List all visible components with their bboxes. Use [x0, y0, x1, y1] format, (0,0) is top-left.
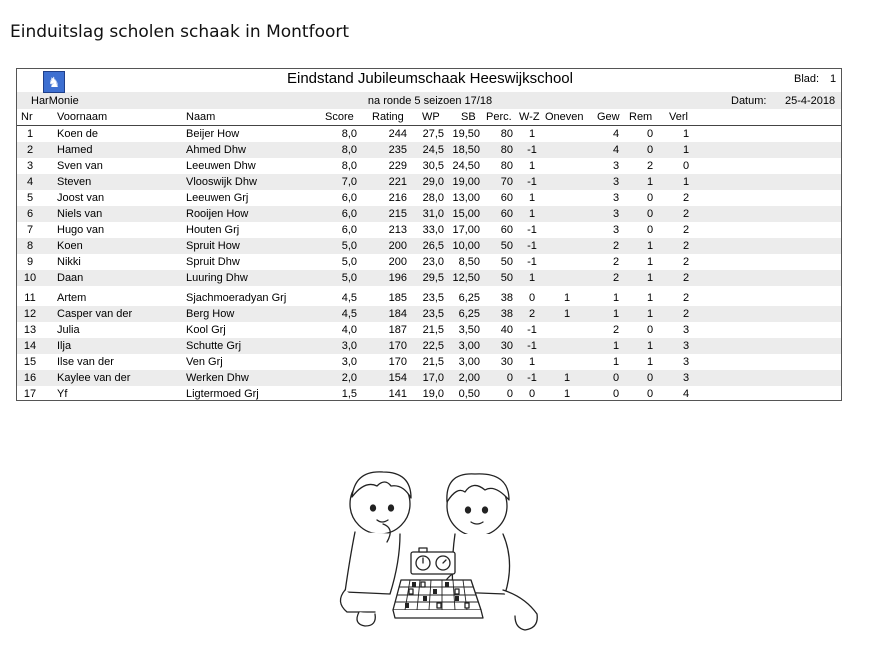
cell-wp: 21,5: [422, 324, 444, 336]
date-label: Datum:: [731, 95, 767, 107]
cell-verl: 4: [682, 388, 690, 400]
table-row: [17, 126, 841, 142]
cell-wp: 29,5: [422, 272, 444, 284]
cell-perc: 60: [500, 224, 513, 236]
cell-oneven: 1: [563, 372, 571, 384]
cell-rem: 0: [646, 128, 654, 140]
cell-sb: 12,50: [452, 272, 480, 284]
cell-voornaam: Sven van: [57, 160, 103, 172]
cell-voornaam: Hugo van: [57, 224, 105, 236]
cell-oneven: [545, 222, 589, 238]
cell-nr: 8: [26, 240, 34, 252]
cell-verl: 2: [682, 256, 690, 268]
cell-wz: 1: [528, 208, 536, 220]
cell-rating: 200: [388, 256, 407, 268]
cell-wp: 26,5: [422, 240, 444, 252]
cell-voornaam: Yf: [57, 388, 68, 400]
cell-wp: 28,0: [422, 192, 444, 204]
cell-verl: 2: [682, 292, 690, 304]
cell-verl: 3: [682, 356, 690, 368]
cell-perc: 40: [500, 324, 513, 336]
cell-rem: 0: [646, 388, 654, 400]
cell-perc: 80: [500, 144, 513, 156]
cell-perc: 60: [500, 192, 513, 204]
cell-wz: 1: [528, 160, 536, 172]
cell-nr: 3: [26, 160, 34, 172]
cell-gew: 3: [612, 160, 620, 172]
cell-oneven: [545, 270, 589, 286]
cell-gew: 0: [612, 388, 620, 400]
date-value: 25-4-2018: [785, 95, 836, 107]
cell-oneven: [545, 126, 589, 142]
cell-rem: 1: [646, 308, 654, 320]
cell-rating: 235: [388, 144, 407, 156]
cell-wp: 29,0: [422, 176, 444, 188]
cell-score: 8,0: [341, 128, 357, 140]
cell-rem: 0: [646, 224, 654, 236]
cell-perc: 0: [506, 388, 513, 400]
cell-rem: 1: [646, 292, 654, 304]
cell-sb: 3,00: [458, 340, 480, 352]
cell-sb: 18,50: [452, 144, 480, 156]
cell-verl: 1: [682, 176, 690, 188]
column-header-verl: Verl: [669, 111, 688, 123]
cell-verl: 3: [682, 324, 690, 336]
cell-voornaam: Ilja: [57, 340, 72, 352]
cell-nr: 6: [26, 208, 34, 220]
cell-gew: 1: [612, 340, 620, 352]
cell-wp: 27,5: [422, 128, 444, 140]
cell-score: 6,0: [341, 208, 357, 220]
cell-rem: 1: [646, 272, 654, 284]
cell-oneven: [545, 254, 589, 270]
cell-verl: 2: [682, 208, 690, 220]
cell-rating: 154: [388, 372, 407, 384]
cell-rating: 141: [388, 388, 407, 400]
cell-voornaam: Daan: [57, 272, 84, 284]
cell-oneven: [545, 338, 589, 354]
cell-wz: 1: [528, 192, 536, 204]
cell-rating: 216: [388, 192, 407, 204]
cell-nr: 2: [26, 144, 34, 156]
cell-wz: -1: [527, 340, 537, 352]
cell-score: 5,0: [341, 256, 357, 268]
cell-score: 7,0: [341, 176, 357, 188]
column-header-rating: Rating: [372, 111, 404, 123]
table-row: [17, 306, 841, 322]
cell-score: 2,0: [341, 372, 357, 384]
blad-value: 1: [830, 73, 837, 85]
cell-rating: 196: [388, 272, 407, 284]
cell-sb: 17,00: [452, 224, 480, 236]
cell-rating: 185: [388, 292, 407, 304]
cell-wz: -1: [527, 240, 537, 252]
cell-nr: 11: [24, 292, 36, 304]
cell-score: 6,0: [341, 224, 357, 236]
cell-rating: 170: [388, 340, 407, 352]
cell-rem: 2: [646, 160, 654, 172]
column-header-nr: Nr: [21, 111, 33, 123]
document-title: Einduitslag scholen schaak in Montfoort: [10, 22, 350, 42]
cell-wp: 22,5: [422, 340, 444, 352]
cell-wz: -1: [527, 224, 537, 236]
standings-sheet: [16, 68, 842, 401]
column-header-oneven: Oneven: [545, 111, 584, 123]
cell-wz: 1: [528, 128, 536, 140]
table-row: [17, 238, 841, 254]
cell-gew: 1: [612, 308, 620, 320]
cell-gew: 2: [612, 256, 620, 268]
cell-rem: 0: [646, 324, 654, 336]
cell-wp: 33,0: [422, 224, 444, 236]
cell-voornaam: Hamed: [57, 144, 93, 156]
cell-voornaam: Artem: [57, 292, 87, 304]
cell-oneven: 1: [563, 388, 571, 400]
table-row: [17, 322, 841, 338]
column-header-voornaam: Voornaam: [57, 111, 108, 123]
cell-verl: 2: [682, 192, 690, 204]
cell-nr: 14: [23, 340, 37, 352]
table-row: [17, 190, 841, 206]
cell-score: 4,5: [341, 292, 357, 304]
cell-gew: 3: [612, 176, 620, 188]
cell-wz: -1: [527, 256, 537, 268]
table-row: [17, 206, 841, 222]
cell-nr: 5: [26, 192, 34, 204]
cell-wp: 23,5: [422, 308, 444, 320]
cell-wz: 0: [528, 292, 536, 304]
cell-rating: 187: [388, 324, 407, 336]
column-header-rem: Rem: [629, 111, 653, 123]
cell-sb: 19,00: [452, 176, 480, 188]
cell-sb: 3,50: [458, 324, 480, 336]
cell-rem: 1: [646, 176, 654, 188]
cell-sb: 24,50: [452, 160, 480, 172]
table-header: [17, 109, 841, 126]
cell-naam: Ligtermoed Grj: [186, 388, 259, 400]
cell-naam: Luuring Dhw: [186, 272, 248, 284]
cell-oneven: 1: [563, 308, 571, 320]
cell-rating: 215: [388, 208, 407, 220]
table-row: [17, 254, 841, 270]
cell-wp: 19,0: [422, 388, 444, 400]
cell-sb: 6,25: [458, 292, 480, 304]
cell-rating: 244: [388, 128, 407, 140]
cell-rating: 221: [388, 176, 407, 188]
cell-nr: 15: [23, 356, 37, 368]
cell-nr: 16: [23, 372, 37, 384]
cell-rem: 0: [646, 208, 654, 220]
cell-oneven: 1: [563, 292, 571, 304]
cell-gew: 3: [612, 208, 620, 220]
cell-perc: 30: [500, 340, 513, 352]
column-header-score: Score: [325, 111, 354, 123]
cell-wp: 23,0: [422, 256, 444, 268]
cell-naam: Houten Grj: [186, 224, 240, 236]
round-info: na ronde 5 seizoen 17/18: [367, 95, 493, 107]
cell-voornaam: Nikki: [57, 256, 81, 268]
cell-gew: 3: [612, 224, 620, 236]
cell-perc: 60: [500, 208, 513, 220]
cell-wz: -1: [527, 372, 537, 384]
cell-score: 5,0: [341, 240, 357, 252]
cell-wp: 31,0: [422, 208, 444, 220]
cell-nr: 7: [26, 224, 34, 236]
cell-voornaam: Joost van: [57, 192, 105, 204]
cell-sb: 8,50: [458, 256, 480, 268]
cell-score: 6,0: [341, 192, 357, 204]
cell-oneven: [545, 142, 589, 158]
cell-verl: 3: [682, 340, 690, 352]
cell-score: 8,0: [341, 160, 357, 172]
cell-rating: 229: [388, 160, 407, 172]
cell-naam: Schutte Grj: [186, 340, 242, 352]
cell-oneven: [545, 354, 589, 370]
table-row: [17, 370, 841, 386]
children-playing-chess-illustration: [325, 462, 547, 634]
cell-naam: Werken Dhw: [186, 372, 249, 384]
table-row: [17, 290, 841, 306]
cell-sb: 0,50: [458, 388, 480, 400]
cell-wz: 0: [528, 388, 536, 400]
cell-naam: Rooijen How: [186, 208, 249, 220]
cell-score: 4,5: [341, 308, 357, 320]
table-row: [17, 354, 841, 370]
cell-perc: 70: [500, 176, 513, 188]
column-header-wp: WP: [422, 111, 440, 123]
cell-wz: 1: [528, 356, 536, 368]
cell-sb: 2,00: [458, 372, 480, 384]
table-row: [17, 158, 841, 174]
cell-gew: 1: [612, 356, 620, 368]
cell-oneven: [545, 190, 589, 206]
cell-naam: Vlooswijk Dhw: [186, 176, 257, 188]
cell-naam: Ahmed Dhw: [186, 144, 246, 156]
column-header-wz: W-Z: [519, 111, 540, 123]
column-header-sb: SB: [461, 111, 476, 123]
sheet-title: Eindstand Jubileumschaak Heeswijkschool: [287, 70, 573, 87]
cell-perc: 50: [500, 272, 513, 284]
cell-gew: 2: [612, 272, 620, 284]
cell-perc: 80: [500, 160, 513, 172]
cell-verl: 0: [682, 160, 690, 172]
cell-score: 1,5: [341, 388, 357, 400]
cell-nr: 13: [23, 324, 37, 336]
cell-perc: 50: [500, 240, 513, 252]
cell-wp: 23,5: [422, 292, 444, 304]
cell-oneven: [545, 238, 589, 254]
table-row: [17, 174, 841, 190]
cell-gew: 4: [612, 144, 620, 156]
cell-voornaam: Casper van der: [57, 308, 133, 320]
cell-perc: 38: [500, 292, 513, 304]
cell-voornaam: Ilse van der: [57, 356, 114, 368]
cell-wp: 24,5: [422, 144, 444, 156]
cell-score: 5,0: [341, 272, 357, 284]
cell-voornaam: Julia: [57, 324, 80, 336]
cell-gew: 4: [612, 128, 620, 140]
column-header-gew: Gew: [597, 111, 620, 123]
cell-naam: Berg How: [186, 308, 235, 320]
cell-gew: 2: [612, 240, 620, 252]
column-header-naam: Naam: [186, 111, 216, 123]
cell-sb: 15,00: [452, 208, 480, 220]
club-name: HarMonie: [31, 95, 79, 107]
cell-rating: 184: [388, 308, 407, 320]
cell-rem: 1: [646, 240, 654, 252]
cell-wz: -1: [527, 324, 537, 336]
cell-rem: 0: [646, 192, 654, 204]
cell-gew: 1: [612, 292, 620, 304]
cell-wz: 2: [528, 308, 536, 320]
cell-naam: Spruit How: [186, 240, 240, 252]
cell-gew: 0: [612, 372, 620, 384]
cell-naam: Sjachmoeradyan Grj: [186, 292, 287, 304]
cell-naam: Ven Grj: [186, 356, 223, 368]
cell-voornaam: Koen: [57, 240, 83, 252]
cell-sb: 13,00: [452, 192, 480, 204]
cell-verl: 2: [682, 240, 690, 252]
cell-score: 4,0: [341, 324, 357, 336]
cell-rem: 0: [646, 144, 654, 156]
cell-wp: 21,5: [422, 356, 444, 368]
cell-naam: Beijer How: [186, 128, 240, 140]
cell-gew: 3: [612, 192, 620, 204]
cell-nr: 10: [23, 272, 37, 284]
cell-verl: 1: [682, 144, 690, 156]
cell-verl: 2: [682, 308, 690, 320]
column-header-perc: Perc.: [486, 111, 512, 123]
cell-score: 3,0: [341, 356, 357, 368]
cell-score: 8,0: [341, 144, 357, 156]
cell-wz: -1: [527, 144, 537, 156]
cell-oneven: [545, 322, 589, 338]
blad-label: Blad:: [794, 73, 820, 85]
cell-nr: 9: [26, 256, 34, 268]
cell-wz: -1: [527, 176, 537, 188]
cell-sb: 6,25: [458, 308, 480, 320]
cell-wp: 30,5: [422, 160, 444, 172]
cell-perc: 80: [500, 128, 513, 140]
cell-voornaam: Koen de: [57, 128, 98, 140]
cell-voornaam: Kaylee van der: [57, 372, 131, 384]
cell-gew: 2: [612, 324, 620, 336]
cell-perc: 38: [500, 308, 513, 320]
cell-verl: 3: [682, 372, 690, 384]
table-row: [17, 338, 841, 354]
cell-verl: 2: [682, 224, 690, 236]
cell-rem: 0: [646, 372, 654, 384]
cell-rating: 170: [388, 356, 407, 368]
cell-sb: 19,50: [452, 128, 480, 140]
cell-verl: 1: [682, 128, 690, 140]
cell-sb: 3,00: [458, 356, 480, 368]
cell-rem: 1: [646, 356, 654, 368]
cell-rating: 213: [388, 224, 407, 236]
table-row: [17, 222, 841, 238]
cell-naam: Spruit Dhw: [186, 256, 240, 268]
cell-nr: 1: [26, 128, 34, 140]
table-row: [17, 386, 841, 402]
table-row: [17, 142, 841, 158]
cell-score: 3,0: [341, 340, 357, 352]
table-row: [17, 270, 841, 286]
cell-verl: 2: [682, 272, 690, 284]
cell-perc: 0: [506, 372, 513, 384]
cell-perc: 30: [500, 356, 513, 368]
cell-oneven: [545, 206, 589, 222]
cell-sb: 10,00: [452, 240, 480, 252]
cell-nr: 12: [23, 308, 37, 320]
cell-naam: Leeuwen Grj: [186, 192, 249, 204]
cell-nr: 17: [23, 388, 37, 400]
cell-wz: 1: [528, 272, 536, 284]
cell-voornaam: Niels van: [57, 208, 103, 220]
cell-naam: Leeuwen Dhw: [186, 160, 256, 172]
cell-nr: 4: [26, 176, 34, 188]
cell-perc: 50: [500, 256, 513, 268]
cell-voornaam: Steven: [57, 176, 92, 188]
cell-oneven: [545, 158, 589, 174]
cell-oneven: [545, 174, 589, 190]
cell-rem: 1: [646, 256, 654, 268]
cell-naam: Kool Grj: [186, 324, 226, 336]
cell-rating: 200: [388, 240, 407, 252]
cell-wp: 17,0: [422, 372, 444, 384]
cell-rem: 1: [646, 340, 654, 352]
chess-knight-icon: ♞: [43, 71, 65, 93]
